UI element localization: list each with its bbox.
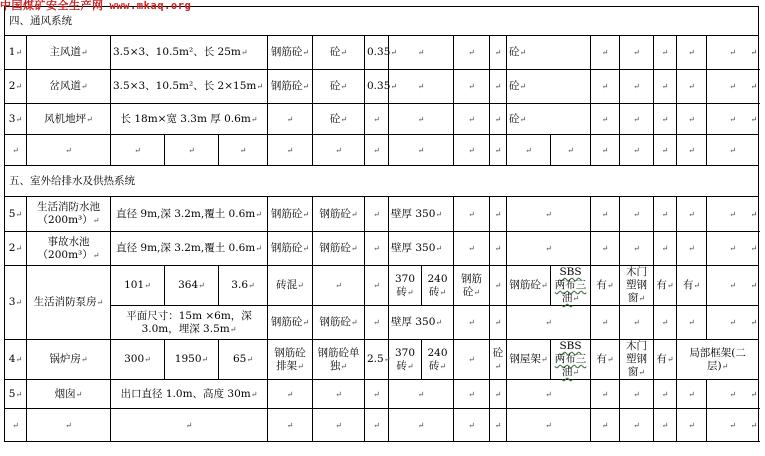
cell: ↵ bbox=[654, 409, 677, 442]
cell: ↵ bbox=[365, 135, 389, 166]
cell-foundation: ↵ bbox=[313, 266, 365, 306]
cell-height: 3.6↵ bbox=[219, 266, 268, 306]
cell: ↵ bbox=[490, 197, 507, 232]
cell-area: 101↵ bbox=[111, 266, 165, 306]
cell: ↵ bbox=[707, 135, 759, 166]
cell: ↵ bbox=[591, 36, 620, 70]
cell: ↵ bbox=[490, 306, 507, 340]
cell: ↵ bbox=[268, 135, 313, 166]
cell-spec: 出口直径 1.0m、高度 30m↵ bbox=[111, 380, 268, 409]
cell-depth: 2.5↵ bbox=[365, 340, 389, 380]
cell-spec: 平面尺寸：15m ×6m，深 3.0m，埋深 3.5m↵ bbox=[111, 306, 268, 340]
cell-facility: 有↵ bbox=[677, 266, 707, 306]
cell-name: 烟囱↵ bbox=[27, 380, 111, 409]
cell-volume: 1950↵ bbox=[165, 340, 219, 380]
cell: ↵ bbox=[490, 135, 507, 166]
section-header-row bbox=[5, 166, 759, 197]
cell-wall: ↵ bbox=[389, 104, 454, 135]
cell: ↵ bbox=[654, 380, 677, 409]
cell-name: 生活消防水池（200m³）↵ bbox=[27, 197, 111, 232]
cell: ↵ bbox=[365, 380, 389, 409]
cell: ↵ bbox=[389, 135, 454, 166]
cell: ↵ bbox=[677, 409, 707, 442]
cell-index: 5↵ bbox=[5, 197, 27, 232]
cell: ↵ bbox=[591, 70, 620, 104]
cell-area: 300↵ bbox=[111, 340, 165, 380]
cell: ↵ bbox=[268, 409, 313, 442]
cell: ↵ bbox=[111, 409, 268, 442]
table-row bbox=[5, 340, 759, 380]
cell: ↵ ↵ bbox=[707, 104, 759, 135]
cell-wall: ↵ bbox=[389, 36, 454, 70]
cell: ↵ bbox=[677, 380, 707, 409]
cell: ↵ bbox=[490, 36, 507, 70]
cell: ↵ bbox=[620, 135, 654, 166]
cell-inner-wall: 240 砖↵ bbox=[422, 266, 454, 306]
cell: ↵ ↵ bbox=[707, 36, 759, 70]
cell-depth: ↵ bbox=[365, 232, 389, 266]
cell-wall: 壁厚 350↵ bbox=[389, 232, 454, 266]
cell-name: 锅炉房↵ bbox=[27, 340, 111, 380]
cell-height: 65↵ bbox=[219, 340, 268, 380]
cell-index: 5↵ bbox=[5, 380, 27, 409]
cell: ↵ bbox=[551, 135, 591, 166]
cell: ↵ bbox=[454, 306, 490, 340]
cell-waterproof: SBS 两布三油↵ bbox=[551, 266, 591, 306]
cell-roof: 钢筋砼↵ bbox=[507, 266, 551, 306]
cell-index: 2↵ bbox=[5, 70, 27, 104]
cell-doors-windows: 木门塑钢窗↵ bbox=[620, 266, 654, 306]
cell: ↵ ↵ bbox=[707, 70, 759, 104]
construction-table bbox=[4, 6, 759, 442]
cell: ↵ bbox=[454, 409, 490, 442]
cell: ↵ bbox=[454, 380, 490, 409]
table-row bbox=[5, 380, 759, 409]
cell: ↵ bbox=[313, 135, 365, 166]
cell-beam: 钢筋砼↵ bbox=[454, 266, 490, 306]
cell-depth: ↵ bbox=[365, 104, 389, 135]
cell: ↵ bbox=[677, 135, 707, 166]
cell-wall: ↵ bbox=[389, 70, 454, 104]
cell-floor: 砼↵ bbox=[507, 104, 591, 135]
section-title-ventilation: 四、通风系统 bbox=[5, 7, 759, 36]
cell: ↵ bbox=[490, 70, 507, 104]
cell-wall: 壁厚 350↵ bbox=[389, 197, 454, 232]
cell-structure: 砖混↵ bbox=[268, 266, 313, 306]
cell-roof: 钢屋架↵ bbox=[507, 340, 551, 380]
cell-inner-wall: 240 砖↵ bbox=[422, 340, 454, 380]
cell-index: 3↵ bbox=[5, 266, 27, 340]
cell: ↵ bbox=[490, 232, 507, 266]
cell-doors-windows: 木门塑钢窗↵ bbox=[620, 340, 654, 380]
cell: ↵ bbox=[111, 135, 165, 166]
cell: ↵ bbox=[620, 104, 654, 135]
table-row bbox=[5, 232, 759, 266]
cell-depth: ↵ bbox=[365, 197, 389, 232]
cell: ↵ bbox=[219, 135, 268, 166]
table-row bbox=[5, 70, 759, 104]
cell-waterproof: SBS 两布三油↵ bbox=[551, 340, 591, 380]
cell: ↵ bbox=[454, 232, 490, 266]
cell: ↵ bbox=[454, 36, 490, 70]
cell: ↵ bbox=[591, 306, 620, 340]
cell: ↵ bbox=[591, 197, 620, 232]
cell-foundation: 钢筋砼↵ bbox=[313, 197, 365, 232]
cell: ↵ bbox=[490, 104, 507, 135]
cell: ↵ bbox=[507, 135, 551, 166]
cell: ↵ bbox=[677, 36, 707, 70]
cell: ↵ bbox=[507, 232, 591, 266]
cell-index: 2↵ bbox=[5, 232, 27, 266]
cell: ↵ bbox=[677, 104, 707, 135]
cell: ↵ bbox=[677, 197, 707, 232]
cell-structure: 钢筋砼↵ bbox=[268, 232, 313, 266]
cell: ↵ bbox=[620, 409, 654, 442]
watermark-site: 中国煤矿安全生产网 bbox=[0, 0, 104, 12]
cell-name: 主风道↵ bbox=[27, 36, 111, 70]
cell-structure: 钢筋砼↵ bbox=[268, 306, 313, 340]
cell: ↵ bbox=[454, 135, 490, 166]
cell: ↵ bbox=[620, 70, 654, 104]
cell: ↵ bbox=[268, 380, 313, 409]
cell: ↵ bbox=[365, 409, 389, 442]
table-row bbox=[5, 197, 759, 232]
cell-depth: ↵ bbox=[365, 266, 389, 306]
cell: ↵ bbox=[165, 135, 219, 166]
cell: ↵ bbox=[490, 409, 507, 442]
cell-depth: 0.35↵ bbox=[365, 36, 389, 70]
cell-structure: 钢筋砼↵ bbox=[268, 70, 313, 104]
cell-depth: 0.35↵ bbox=[365, 70, 389, 104]
cell: ↵ bbox=[454, 197, 490, 232]
cell: ↵ bbox=[620, 306, 654, 340]
cell: ↵ bbox=[677, 232, 707, 266]
cell-foundation: 砼↵ bbox=[313, 36, 365, 70]
cell: ↵ bbox=[507, 409, 591, 442]
cell-floor: 砼↵ bbox=[490, 340, 507, 380]
cell-structure: ↵ bbox=[268, 104, 313, 135]
cell: ↵ bbox=[507, 197, 591, 232]
table-row bbox=[5, 409, 759, 442]
cell: ↵ bbox=[389, 380, 454, 409]
cell: ↵ ↵ bbox=[707, 232, 759, 266]
cell: ↵ bbox=[654, 197, 677, 232]
cell-depth: ↵ bbox=[365, 306, 389, 340]
cell: ↵ bbox=[620, 197, 654, 232]
cell-wall: 壁厚 350↵ bbox=[389, 306, 454, 340]
table-row bbox=[5, 135, 759, 166]
cell-volume: 364↵ bbox=[165, 266, 219, 306]
cell: ↵ bbox=[454, 70, 490, 104]
cell-name: 事故水池（200m³）↵ bbox=[27, 232, 111, 266]
cell-floor: 砼↵ bbox=[507, 70, 591, 104]
cell-foundation: 钢筋砼↵ bbox=[313, 232, 365, 266]
cell-foundation: 砼↵ bbox=[313, 104, 365, 135]
cell-structure: 钢筋砼排架↵ bbox=[268, 340, 313, 380]
cell: ↵ bbox=[654, 232, 677, 266]
cell: ↵ bbox=[490, 380, 507, 409]
cell-spec: 直径 9m,深 3.2m,覆土 0.6m↵ bbox=[111, 232, 268, 266]
watermark bbox=[0, 0, 191, 13]
cell-index: 3↵ bbox=[5, 104, 27, 135]
cell-decoration: 有↵ bbox=[654, 340, 677, 380]
cell: ↵ bbox=[620, 380, 654, 409]
cell-outer-wall: 370 砖↵ bbox=[389, 266, 422, 306]
cell: ↵ ↵ bbox=[707, 197, 759, 232]
cell: ↵ bbox=[389, 409, 454, 442]
cell-name: 风机地坪↵ bbox=[27, 104, 111, 135]
cell-outer-wall: 370 砖↵ bbox=[389, 340, 422, 380]
cell-remark: 局部框架(二层)↵ bbox=[677, 340, 759, 380]
cell-spec: 3.5×3、10.5m²、长 2×15m↵ bbox=[111, 70, 268, 104]
cell: ↵ bbox=[654, 70, 677, 104]
cell-beam: ↵ bbox=[454, 340, 490, 380]
cell: ↵ bbox=[654, 104, 677, 135]
cell: ↵ bbox=[677, 70, 707, 104]
cell-ceiling: 有↵ bbox=[591, 266, 620, 306]
table-row bbox=[5, 306, 759, 340]
cell: ↵ ↵ bbox=[707, 409, 759, 442]
cell: ↵ ↵ bbox=[707, 306, 759, 340]
cell: ↵ bbox=[507, 306, 591, 340]
cell: ↵ bbox=[654, 36, 677, 70]
cell: ↵ bbox=[591, 104, 620, 135]
cell-ceiling: 有↵ bbox=[591, 340, 620, 380]
cell: ↵ bbox=[507, 380, 591, 409]
cell-spec: 直径 9m,深 3.2m,覆土 0.6m↵ bbox=[111, 197, 268, 232]
cell-spec: 3.5×3、10.5m²、长 25m↵ bbox=[111, 36, 268, 70]
cell-name: 岔风道↵ bbox=[27, 70, 111, 104]
table-row bbox=[5, 104, 759, 135]
cell-structure: 钢筋砼↵ bbox=[268, 36, 313, 70]
cell: ↵ bbox=[27, 409, 111, 442]
cell: ↵ bbox=[454, 104, 490, 135]
watermark-url: www.mkaq.org bbox=[109, 0, 192, 12]
cell-floor: 砼↵ bbox=[507, 36, 591, 70]
cell-name: 生活消防泵房↵ bbox=[27, 266, 111, 340]
cell-index: 4↵ bbox=[5, 340, 27, 380]
cell-foundation: 钢筋砼↵ bbox=[313, 306, 365, 340]
cell: ↵ bbox=[591, 380, 620, 409]
cell: ↵ bbox=[591, 135, 620, 166]
cell: ↵ bbox=[5, 135, 27, 166]
cell: ↵ bbox=[591, 409, 620, 442]
section-title-water-heat: 五、室外给排水及供热系统 bbox=[5, 166, 759, 197]
cell-foundation: 钢筋砼单独↵ bbox=[313, 340, 365, 380]
cell-remark: ↵ ↵ bbox=[707, 266, 759, 306]
cell-index: 1↵ bbox=[5, 36, 27, 70]
cell-decoration: 有↵ bbox=[654, 266, 677, 306]
cell-foundation: 砼↵ bbox=[313, 70, 365, 104]
cell: ↵ bbox=[490, 266, 507, 306]
cell: ↵ bbox=[620, 232, 654, 266]
table-row bbox=[5, 266, 759, 306]
cell: ↵ bbox=[654, 306, 677, 340]
cell: ↵ bbox=[313, 380, 365, 409]
cell: ↵ bbox=[313, 409, 365, 442]
cell: ↵ bbox=[591, 232, 620, 266]
cell-spec: 长 18m×宽 3.3m 厚 0.6m↵ bbox=[111, 104, 268, 135]
table-row bbox=[5, 36, 759, 70]
cell: ↵ bbox=[654, 135, 677, 166]
cell: ↵ bbox=[27, 135, 111, 166]
cell: ↵ bbox=[5, 409, 27, 442]
cell: ↵ ↵ bbox=[707, 380, 759, 409]
cell: ↵ bbox=[677, 306, 707, 340]
cell: ↵ bbox=[620, 36, 654, 70]
cell-structure: 钢筋砼↵ bbox=[268, 197, 313, 232]
